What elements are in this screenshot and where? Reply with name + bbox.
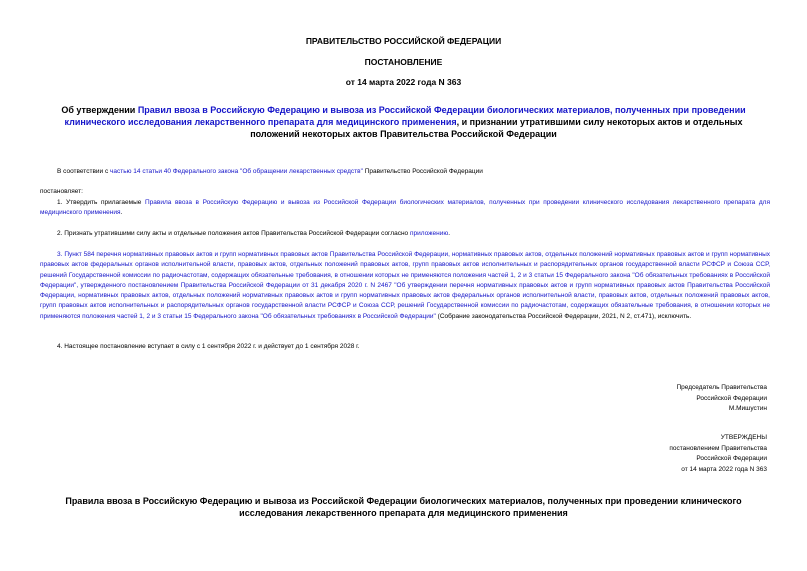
signature-position: Председатель Правительства — [676, 384, 767, 391]
document-title — [40, 104, 767, 140]
item-2-prefix: 2. Признать утратившими силу акты и отдельные положения актов Правительства Российской Федерации согласно — [57, 230, 410, 237]
signature-name: М.Мишустин — [728, 405, 767, 412]
preamble-text: В соответствии с — [57, 168, 111, 175]
title-rules-link[interactable]: Правил ввоза в Российскую Федерацию и вывоза из Российской Федерации биологических материалов, полученных при проведении клинического исследования лекарственного препарата для медицинского применения — [64, 105, 746, 127]
signature-organization: Российской Федерации — [696, 394, 767, 402]
item-2 — [57, 229, 777, 239]
item-1-prefix: 1. Утвердить прилагаемые — [57, 199, 145, 206]
rules-title: Правила ввоза в Российскую Федерацию и вывоза из Российской Федерации биологических материалов, полученных при проведении клинического исследования лекарственного препарата для медицинского применения — [65, 496, 742, 518]
preamble — [57, 167, 777, 177]
item-1-rules-link[interactable]: Правила ввоза в Российскую Федерацию и вывоза из Российской Федерации биологических материалов, полученных при проведении клинического исследования лекарственного препарата для медицинского применения — [40, 199, 770, 217]
item-3-link[interactable]: 3. Пункт 584 перечня нормативных правовых актов и групп нормативных правовых актов Правительства Российской Федерации, нормативных правовых актов, отдельных положений нормативных правовых актов и групп нормативных правовых актов федеральных органов исполнительной власти, правовых актов, отдельных положений правовых актов, групп правовых актов исполнительных и распорядительных органов государственной власти РСФСР и Союза ССР, решений Государственной комиссии по радиочастотам, содержащих обязательные требования, в отношении которых не применяются положения частей 1, 2 и 3 статьи 15 Федерального закона "Об обязательных требованиях в Российской Федерации", утвержденного постановлением Правительства Российской Федерации от 31 декабря 2020 г. N 2467 "Об утверждении перечня нормативных правовых актов и групп нормативных правовых актов Правительства Российской Федерации, нормативных правовых актов, отдельных положений нормативных правовых актов и групп нормативных правовых актов федеральных органов исполнительной власти, правовых актов, отдельных положений правовых актов, групп правовых актов исполнительных и распорядительных органов государственной власти РСФСР и Союза ССР, решений Государственной комиссии по радиочастотам, содержащих обязательные требования, в отношении которых не применяются положения частей 1, 2 и 3 статьи 15 Федерального закона "Об обязательных требованиях в Российской Федерации" — [40, 251, 770, 320]
preamble-text-end: Правительство Российской Федерации — [362, 168, 483, 175]
item-1 — [40, 198, 770, 219]
approval-date: от 14 марта 2022 года N 363 — [681, 465, 767, 473]
document-date-number: от 14 марта 2022 года N 363 — [345, 77, 462, 87]
approval-heading: УТВЕРЖДЕНЫ — [720, 434, 767, 441]
item-2-appendix-link[interactable]: приложению — [409, 230, 449, 237]
government-heading: ПРАВИТЕЛЬСТВО РОССИЙСКОЙ ФЕДЕРАЦИИ — [305, 36, 502, 46]
preamble-law-link[interactable]: частью 14 статьи 40 Федерального закона "Об обращении лекарственных средств" — [110, 168, 363, 175]
title-prefix: Об утверждении — [61, 105, 138, 115]
title-suffix: , и признании утратившими силу некоторых актов и отдельных положений некоторых актов Правительства Российской Федерации — [250, 117, 743, 139]
signature-block — [547, 383, 767, 415]
document-type-heading: ПОСТАНОВЛЕНИЕ — [364, 57, 443, 67]
item-1-suffix: . — [120, 209, 123, 217]
approval-organization: Российской Федерации — [696, 455, 767, 462]
item-3-suffix: (Собрание законодательства Российской Федерации, 2021, N 2, ст.471), исключить. — [435, 312, 692, 320]
decides-label: постановляет: — [40, 188, 83, 195]
approval-block — [547, 433, 767, 475]
item-4: 4. Настоящее постановление вступает в силу с 1 сентября 2022 г. и действует до 1 сентября 2028 г. — [57, 343, 360, 350]
item-3 — [40, 250, 770, 322]
item-2-suffix: . — [448, 230, 451, 237]
approval-by: постановлением Правительства — [669, 444, 767, 452]
